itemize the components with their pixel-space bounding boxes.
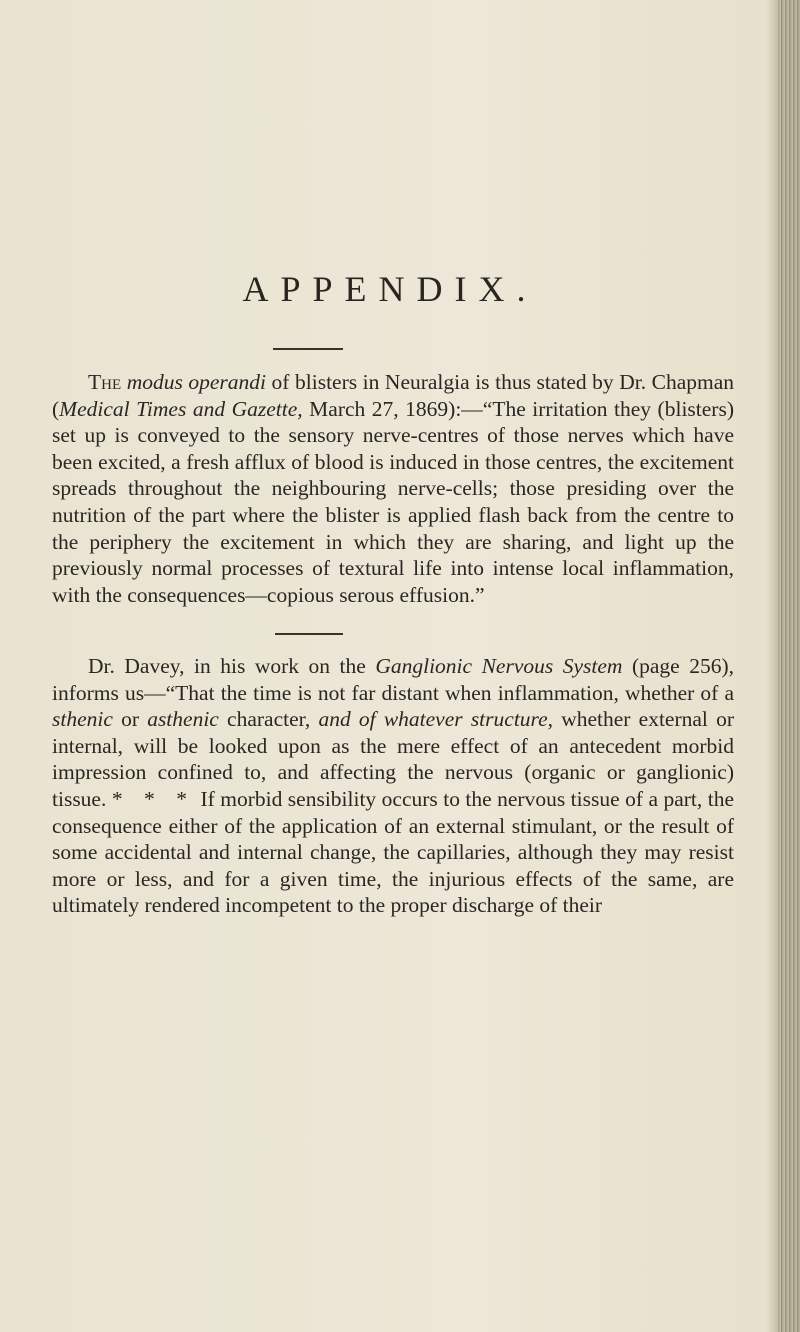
page-edge (778, 0, 800, 1332)
asterisk-ellipsis: * * * (111, 786, 195, 811)
heading-rule (273, 348, 343, 350)
italic-span: and of whatever structure, (318, 707, 554, 732)
appendix-heading: APPENDIX. (242, 269, 538, 309)
italic-span: modus operandi (126, 370, 267, 394)
italic-span: sthenic (52, 707, 113, 732)
italic-span: Medical Times and Gazette, (59, 396, 303, 421)
text-span: If morbid sensibility occurs to the nervous tissue of a part, the consequence either of the application of an external stimulant, or the result of some accidental and internal change, the capillaries, although they may resist more or less, and for a given time, the injurious effects of the same, are ultimately rendered incompetent to the proper discharge of their (52, 786, 734, 918)
page-edge-shadow (766, 0, 778, 1332)
paragraph-chapman (52, 369, 734, 608)
italic-span: asthenic (147, 707, 219, 732)
text-span: or (112, 707, 148, 732)
text-span: (page 256), informs us—“That the time is not far distant when inflammation, whether of a (52, 654, 734, 705)
section-rule (275, 633, 343, 635)
text-span: of blisters in Neuralgia is thus stated by Dr. Chapman ( (52, 370, 735, 421)
text-span: March 27, 1869):—“The irritation they (blisters) set up is conveyed to the sensory nerve-centres of those nerves which have been excited, a fresh afflux of blood is induced in those centres, the excitement spreads throughout the neighbouring nerve-cells; those presiding over the nutrition of the part where the blister is applied flash back from the centre to the periphery the excitement in which they are sharing, and light up the previously normal processes of textural life into intense local inflammation, with the consequences—copious serous effusion.” (52, 396, 734, 607)
text-span: Dr. Davey, in his work on the (88, 654, 376, 678)
paragraph-davey (52, 653, 734, 919)
text-span: whether external or internal, will be looked upon as the mere effect of an antecedent morbid impression confined to, and affecting the nervous (organic or ganglionic) tissue. (52, 707, 734, 811)
lead-word: The (88, 370, 122, 394)
italic-span: Ganglionic Nervous System (375, 654, 623, 678)
text-span: character, (218, 707, 319, 732)
